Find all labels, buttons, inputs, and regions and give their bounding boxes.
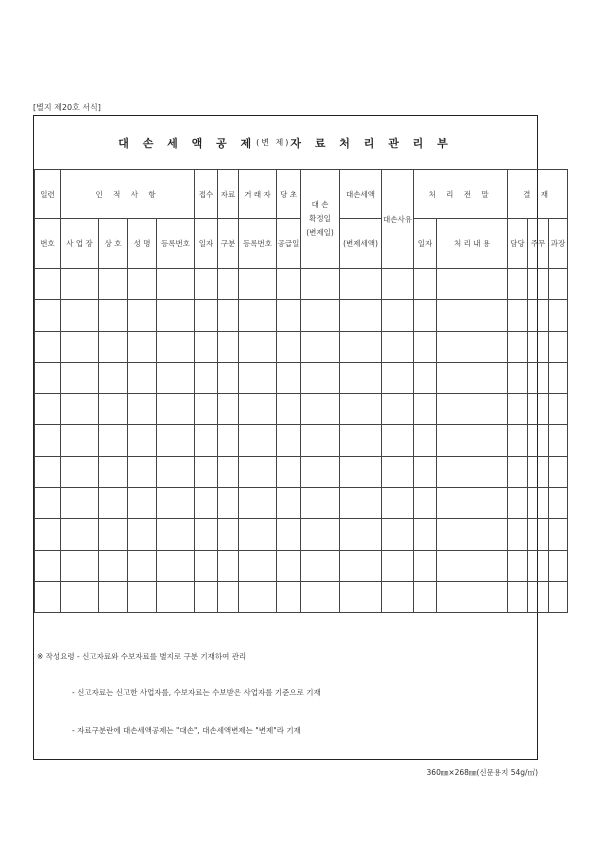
entry-cell[interactable] [61,362,99,393]
entry-cell[interactable] [277,550,301,581]
entry-cell[interactable] [218,269,239,300]
entry-cell[interactable] [61,394,99,425]
entry-cell[interactable] [218,362,239,393]
entry-cell[interactable] [508,331,528,362]
ledger-table [34,169,568,613]
entry-cell[interactable] [99,425,128,456]
entry-cell[interactable] [382,269,414,300]
entry-cell[interactable] [239,581,277,612]
entry-cell[interactable] [301,456,340,487]
entry-cell[interactable] [128,300,157,331]
entry-cell[interactable] [157,425,195,456]
entry-cell[interactable] [157,519,195,550]
entry-cell[interactable] [508,425,528,456]
entry-cell[interactable] [61,300,99,331]
entry-cell[interactable] [301,488,340,519]
entry-cell[interactable] [195,394,218,425]
entry-cell[interactable] [128,581,157,612]
entry-cell[interactable] [195,269,218,300]
entry-cell[interactable] [195,300,218,331]
entry-cell[interactable] [508,550,528,581]
entry-cell[interactable] [239,394,277,425]
entry-cell[interactable] [35,550,61,581]
entry-cell[interactable] [549,456,568,487]
entry-cell[interactable] [340,269,382,300]
entry-cell[interactable] [35,519,61,550]
entry-cell[interactable] [301,269,340,300]
entry-cell[interactable] [437,269,508,300]
entry-cell[interactable] [99,269,128,300]
table-row [35,425,568,456]
entry-cell[interactable] [549,581,568,612]
entry-cell[interactable] [218,519,239,550]
entry-cell[interactable] [277,269,301,300]
entry-cell[interactable] [414,550,437,581]
entry-cell[interactable] [549,269,568,300]
entry-cell[interactable] [218,331,239,362]
entry-cell[interactable] [277,488,301,519]
paper-spec: 360㎜×268㎜(신문용지 54g/㎡) [426,768,538,777]
entry-cell[interactable] [195,550,218,581]
entry-cell[interactable] [382,456,414,487]
entry-cell[interactable] [437,331,508,362]
entry-cell[interactable] [195,456,218,487]
entry-cell[interactable] [414,269,437,300]
entry-cell[interactable] [549,394,568,425]
entry-cell[interactable] [157,300,195,331]
instruction-line-1: ※ 작성요령 - 신고자료와 수보자료를 별지로 구분 기재하여 관리 [37,652,247,661]
process-header: 처 리 전 말 [414,170,508,219]
entry-cell[interactable] [414,425,437,456]
entry-cell[interactable] [437,550,508,581]
entry-cell[interactable] [239,331,277,362]
entry-cell[interactable] [340,456,382,487]
table-row [35,456,568,487]
entry-cell[interactable] [128,488,157,519]
instruction-line-2: - 신고자료는 신고한 사업자를, 수보자료는 수보받은 사업자를 기준으로 기재 [72,688,321,697]
entry-cell[interactable] [99,519,128,550]
table-row [35,331,568,362]
entry-cell[interactable] [382,581,414,612]
entry-cell[interactable] [128,456,157,487]
entry-cell[interactable] [437,488,508,519]
table-row [35,488,568,519]
personal-info-header: 인 적 사 항 [61,170,195,219]
entry-cell[interactable] [508,300,528,331]
tax-header-top: 대손세액 [340,170,382,219]
entry-cell[interactable] [239,519,277,550]
entry-cell[interactable] [414,519,437,550]
entry-cell[interactable] [549,362,568,393]
entry-cell[interactable] [340,550,382,581]
entry-cell[interactable] [382,488,414,519]
serial-header-bottom: 번호 [35,219,61,269]
approval-staff-header: 담당 [508,219,528,269]
entry-cell[interactable] [277,394,301,425]
entry-cell[interactable] [508,581,528,612]
entry-cell[interactable] [508,362,528,393]
entry-cell[interactable] [437,425,508,456]
entry-cell[interactable] [35,331,61,362]
entry-cell[interactable] [528,269,549,300]
entry-cell[interactable] [218,300,239,331]
entry-cell[interactable] [61,425,99,456]
reg-no-header: 등록번호 [157,219,195,269]
instructions [34,621,537,759]
entry-cell[interactable] [157,550,195,581]
entry-cell[interactable] [61,550,99,581]
entry-cell[interactable] [382,300,414,331]
entry-cell[interactable] [528,394,549,425]
instruction-line-3: - 자료구분란에 대손세액공제는 "대손", 대손세액변제는 "변제"라 기재 [72,726,301,735]
entry-cell[interactable] [528,331,549,362]
original-header-bottom: 공급일 [277,219,301,269]
entry-cell[interactable] [157,362,195,393]
entry-cell[interactable] [99,456,128,487]
entry-cell[interactable] [218,488,239,519]
entry-cell[interactable] [61,581,99,612]
data-rows [35,269,568,613]
entry-cell[interactable] [157,269,195,300]
entry-cell[interactable] [128,519,157,550]
entry-cell[interactable] [35,425,61,456]
entry-cell[interactable] [528,581,549,612]
approval-header: 결 재 [508,170,568,219]
entry-cell[interactable] [508,519,528,550]
form-title [34,116,537,170]
table-row [35,550,568,581]
entry-cell[interactable] [61,269,99,300]
trade-name-header: 상 호 [99,219,128,269]
entry-cell[interactable] [277,300,301,331]
approval-manager-header: 과장 [549,219,568,269]
entry-cell[interactable] [301,362,340,393]
entry-cell[interactable] [437,300,508,331]
entry-cell[interactable] [157,394,195,425]
baddebt-date-header [301,170,340,269]
name-header: 성 명 [128,219,157,269]
entry-cell[interactable] [277,362,301,393]
entry-cell[interactable] [195,488,218,519]
ledger-form [33,115,566,760]
entry-cell[interactable] [61,456,99,487]
entry-cell[interactable] [35,300,61,331]
baddebt-date-line2: 확정일 [309,214,331,223]
entry-cell[interactable] [35,269,61,300]
entry-cell[interactable] [277,581,301,612]
entry-cell[interactable] [239,488,277,519]
entry-cell[interactable] [301,331,340,362]
entry-cell[interactable] [382,331,414,362]
entry-cell[interactable] [195,331,218,362]
table-row [35,519,568,550]
entry-cell[interactable] [528,300,549,331]
entry-cell[interactable] [528,519,549,550]
entry-cell[interactable] [340,300,382,331]
entry-cell[interactable] [195,519,218,550]
entry-cell[interactable] [99,300,128,331]
entry-cell[interactable] [61,519,99,550]
entry-cell[interactable] [301,519,340,550]
entry-cell[interactable] [414,581,437,612]
entry-cell[interactable] [437,394,508,425]
entry-cell[interactable] [340,425,382,456]
entry-cell[interactable] [35,362,61,393]
entry-cell[interactable] [340,519,382,550]
entry-cell[interactable] [99,581,128,612]
entry-cell[interactable] [195,581,218,612]
entry-cell[interactable] [218,550,239,581]
entry-cell[interactable] [414,456,437,487]
process-date-header: 일자 [414,219,437,269]
tax-header-bottom: (변제세액) [340,219,382,269]
entry-cell[interactable] [195,362,218,393]
entry-cell[interactable] [157,488,195,519]
reason-header: 대손사유 [382,170,414,269]
entry-cell[interactable] [128,362,157,393]
approval-chief-header: 주무 [528,219,549,269]
entry-cell[interactable] [277,519,301,550]
material-header-top: 자료 [218,170,239,219]
entry-cell[interactable] [277,331,301,362]
entry-cell[interactable] [549,300,568,331]
entry-cell[interactable] [508,488,528,519]
entry-cell[interactable] [277,456,301,487]
entry-cell[interactable] [301,300,340,331]
original-header-top: 당 초 [277,170,301,219]
entry-cell[interactable] [157,581,195,612]
table-row [35,269,568,300]
entry-cell[interactable] [239,300,277,331]
entry-cell[interactable] [508,269,528,300]
entry-cell[interactable] [549,550,568,581]
entry-cell[interactable] [35,488,61,519]
entry-cell[interactable] [128,425,157,456]
entry-cell[interactable] [35,394,61,425]
entry-cell[interactable] [61,488,99,519]
business-address-header: 사 업 장 [61,219,99,269]
receipt-header-top: 접수 [195,170,218,219]
entry-cell[interactable] [528,488,549,519]
entry-cell[interactable] [128,331,157,362]
entry-cell[interactable] [549,488,568,519]
receipt-header-bottom: 일자 [195,219,218,269]
entry-cell[interactable] [301,550,340,581]
entry-cell[interactable] [437,519,508,550]
entry-cell[interactable] [549,331,568,362]
entry-cell[interactable] [218,456,239,487]
title-main-part2: 자 료 처 리 관 리 부 [290,136,453,150]
entry-cell[interactable] [414,362,437,393]
table-row [35,300,568,331]
table-row [35,581,568,612]
entry-cell[interactable] [99,362,128,393]
entry-cell[interactable] [35,456,61,487]
counterparty-header-bottom: 등록번호 [239,219,277,269]
entry-cell[interactable] [382,394,414,425]
title-main-part1: 대 손 세 액 공 제 [118,136,257,150]
entry-cell[interactable] [437,581,508,612]
baddebt-date-line3: (변제일) [306,228,334,237]
entry-cell[interactable] [414,331,437,362]
entry-cell[interactable] [340,488,382,519]
entry-cell[interactable] [437,362,508,393]
entry-cell[interactable] [239,550,277,581]
entry-cell[interactable] [437,456,508,487]
entry-cell[interactable] [340,331,382,362]
entry-cell[interactable] [239,456,277,487]
entry-cell[interactable] [239,269,277,300]
material-header-bottom: 구분 [218,219,239,269]
entry-cell[interactable] [99,550,128,581]
entry-cell[interactable] [528,456,549,487]
serial-header-top: 일련 [35,170,61,219]
entry-cell[interactable] [218,394,239,425]
entry-cell[interactable] [528,362,549,393]
process-content-header: 처 리 내 용 [437,219,508,269]
entry-cell[interactable] [382,362,414,393]
entry-cell[interactable] [61,331,99,362]
entry-cell[interactable] [128,269,157,300]
entry-cell[interactable] [528,550,549,581]
entry-cell[interactable] [340,394,382,425]
title-paren: (변 제) [256,138,291,147]
entry-cell[interactable] [99,331,128,362]
table-row [35,394,568,425]
entry-cell[interactable] [35,581,61,612]
entry-cell[interactable] [508,394,528,425]
entry-cell[interactable] [414,488,437,519]
table-row [35,362,568,393]
entry-cell[interactable] [195,425,218,456]
entry-cell[interactable] [382,550,414,581]
entry-cell[interactable] [277,425,301,456]
header-row-1 [35,170,568,219]
entry-cell[interactable] [301,394,340,425]
entry-cell[interactable] [128,394,157,425]
entry-cell[interactable] [340,362,382,393]
entry-cell[interactable] [301,425,340,456]
entry-cell[interactable] [382,519,414,550]
entry-cell[interactable] [301,581,340,612]
entry-cell[interactable] [218,581,239,612]
entry-cell[interactable] [157,456,195,487]
entry-cell[interactable] [99,394,128,425]
entry-cell[interactable] [239,425,277,456]
entry-cell[interactable] [382,425,414,456]
entry-cell[interactable] [508,456,528,487]
baddebt-date-line1: 대 손 [311,200,329,209]
entry-cell[interactable] [218,425,239,456]
entry-cell[interactable] [549,519,568,550]
entry-cell[interactable] [157,331,195,362]
entry-cell[interactable] [414,300,437,331]
entry-cell[interactable] [549,425,568,456]
form-number-label: [별지 제20호 서식] [33,103,101,112]
entry-cell[interactable] [414,394,437,425]
counterparty-header-top: 거 래 자 [239,170,277,219]
entry-cell[interactable] [528,425,549,456]
entry-cell[interactable] [239,362,277,393]
entry-cell[interactable] [99,488,128,519]
entry-cell[interactable] [340,581,382,612]
entry-cell[interactable] [128,550,157,581]
